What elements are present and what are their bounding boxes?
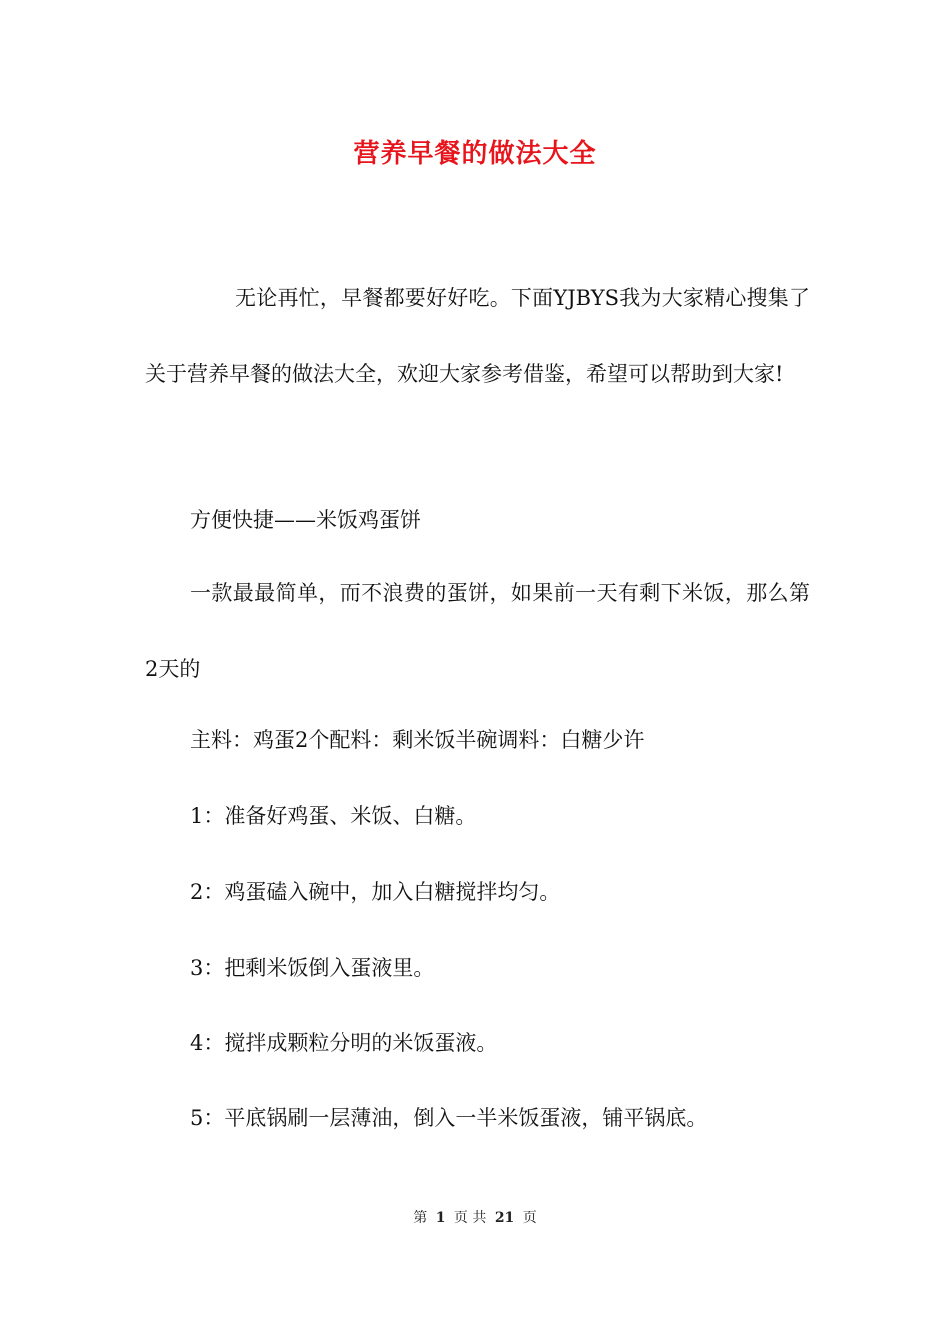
footer-suffix: 页 (522, 1210, 537, 1226)
step-item: 3：把剩米饭倒入蛋液里。 (190, 956, 435, 980)
document-title: 营养早餐的做法大全 (353, 139, 597, 169)
current-page-number: 1 (435, 1210, 446, 1226)
footer-mid: 页 共 (453, 1210, 487, 1226)
footer-prefix: 第 (413, 1210, 428, 1226)
total-pages-number: 21 (494, 1210, 515, 1226)
section-description: 一款最最简单，而不浪费的蛋饼，如果前一天有剩下米饭，那么第2天的 (145, 581, 810, 681)
intro-paragraph: 无论再忙，早餐都要好好吃。下面YJBYS我为大家精心搜集了关于营养早餐的做法大全，欢迎大家参考借鉴，希望可以帮助到大家! (145, 286, 810, 386)
ingredients-line: 主料：鸡蛋2个配料：剩米饭半碗调料：白糖少许 (190, 728, 645, 752)
step-item: 4：搅拌成颗粒分明的米饭蛋液。 (190, 1031, 498, 1055)
step-item: 1：准备好鸡蛋、米饭、白糖。 (190, 804, 477, 828)
page-footer (0, 1208, 950, 1228)
step-item: 5：平底锅刷一层薄油，倒入一半米饭蛋液，铺平锅底。 (190, 1106, 708, 1130)
step-item: 2：鸡蛋磕入碗中，加入白糖搅拌均匀。 (190, 880, 561, 904)
section-heading: 方便快捷——米饭鸡蛋饼 (190, 508, 421, 532)
